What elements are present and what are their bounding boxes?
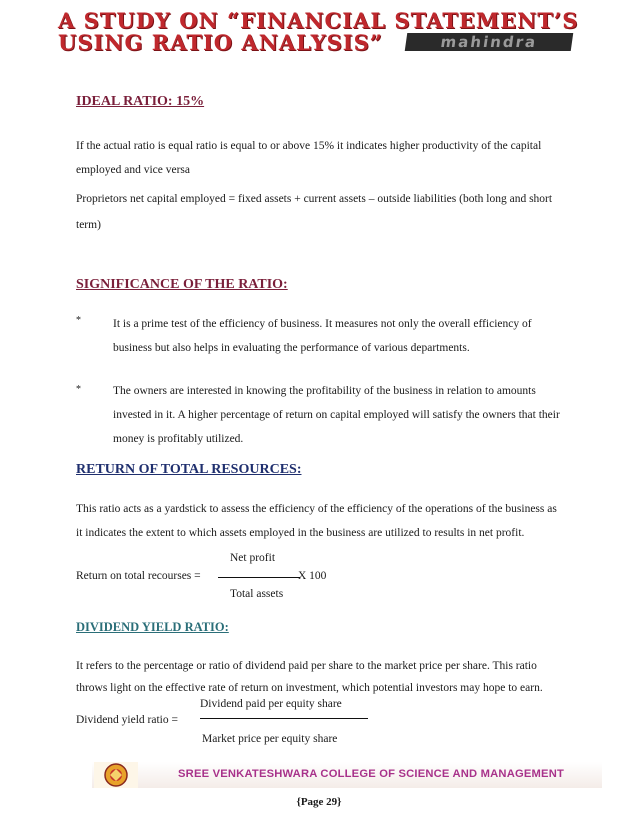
formula-denominator: Total assets <box>230 588 284 600</box>
formula-label: Return on total recourses = <box>76 570 201 582</box>
footer-college-name: SREE VENKATESHWARA COLLEGE OF SCIENCE AND MANAGEMENT <box>178 768 565 780</box>
dividend-yield-line1: It refers to the percentage or ratio of dividend paid per share to the market price per share. This ratio <box>76 660 537 672</box>
significance-item1-line1: It is a prime test of the efficiency of business. It measures not only the overall efficiency of <box>113 318 532 330</box>
ideal-ratio-line1: If the actual ratio is equal ratio is equal to or above 15% it indicates higher productivity of the capital <box>76 140 542 152</box>
dividend-yield-line2: throws light on the effective rate of return on investment, which potential investors may hope to earn. <box>76 682 543 694</box>
fraction-bar <box>200 718 368 719</box>
fraction-bar <box>218 577 300 578</box>
formula-numerator: Net profit <box>230 552 276 564</box>
heading-significance: SIGNIFICANCE OF THE RATIO: <box>76 277 288 292</box>
formula-denominator: Market price per equity share <box>202 733 338 745</box>
formula-multiplier: X 100 <box>298 570 327 582</box>
mahindra-logo: mahindra <box>405 33 574 51</box>
significance-item2-line3: money is profitably utilized. <box>113 433 244 445</box>
capital-employed-line2: term) <box>76 219 101 231</box>
bullet-icon: * <box>76 315 81 326</box>
capital-employed-line1: Proprietors net capital employed = fixed assets + current assets – outside liabilities (both long and short <box>76 193 553 205</box>
heading-ideal-ratio: IDEAL RATIO: 15% <box>76 94 205 109</box>
document-banner <box>58 8 598 55</box>
return-total-line2: it indicates the extent to which assets employed in the business are utilized to results in net profit. <box>76 527 525 539</box>
banner-title-line1: A STUDY ON “FINANCIAL STATEMENT’S <box>58 8 579 33</box>
significance-item2-line2: invested in it. A higher percentage of return on capital employed will satisfy the owners that their <box>113 409 560 421</box>
formula-numerator: Dividend paid per equity share <box>200 698 342 710</box>
page-number: {Page 29} <box>296 796 342 808</box>
banner-title-line2: USING RATIO ANALYSIS” <box>58 30 383 55</box>
significance-item2-line1: The owners are interested in knowing the profitability of the business in relation to amounts <box>113 385 536 397</box>
heading-return-total-resources: RETURN OF TOTAL RESOURCES: <box>76 462 302 477</box>
significance-item1-line2: business but also helps in evaluating the performance of various departments. <box>113 342 470 354</box>
return-total-line1: This ratio acts as a yardstick to assess the efficiency of the efficiency of the operations of the business as <box>76 503 557 515</box>
ideal-ratio-line2: employed and vice versa <box>76 164 190 176</box>
formula-label: Dividend yield ratio = <box>76 714 178 726</box>
college-seal-icon <box>94 762 138 788</box>
bullet-icon: * <box>76 384 81 395</box>
heading-dividend-yield: DIVIDEND YIELD RATIO: <box>76 620 229 634</box>
